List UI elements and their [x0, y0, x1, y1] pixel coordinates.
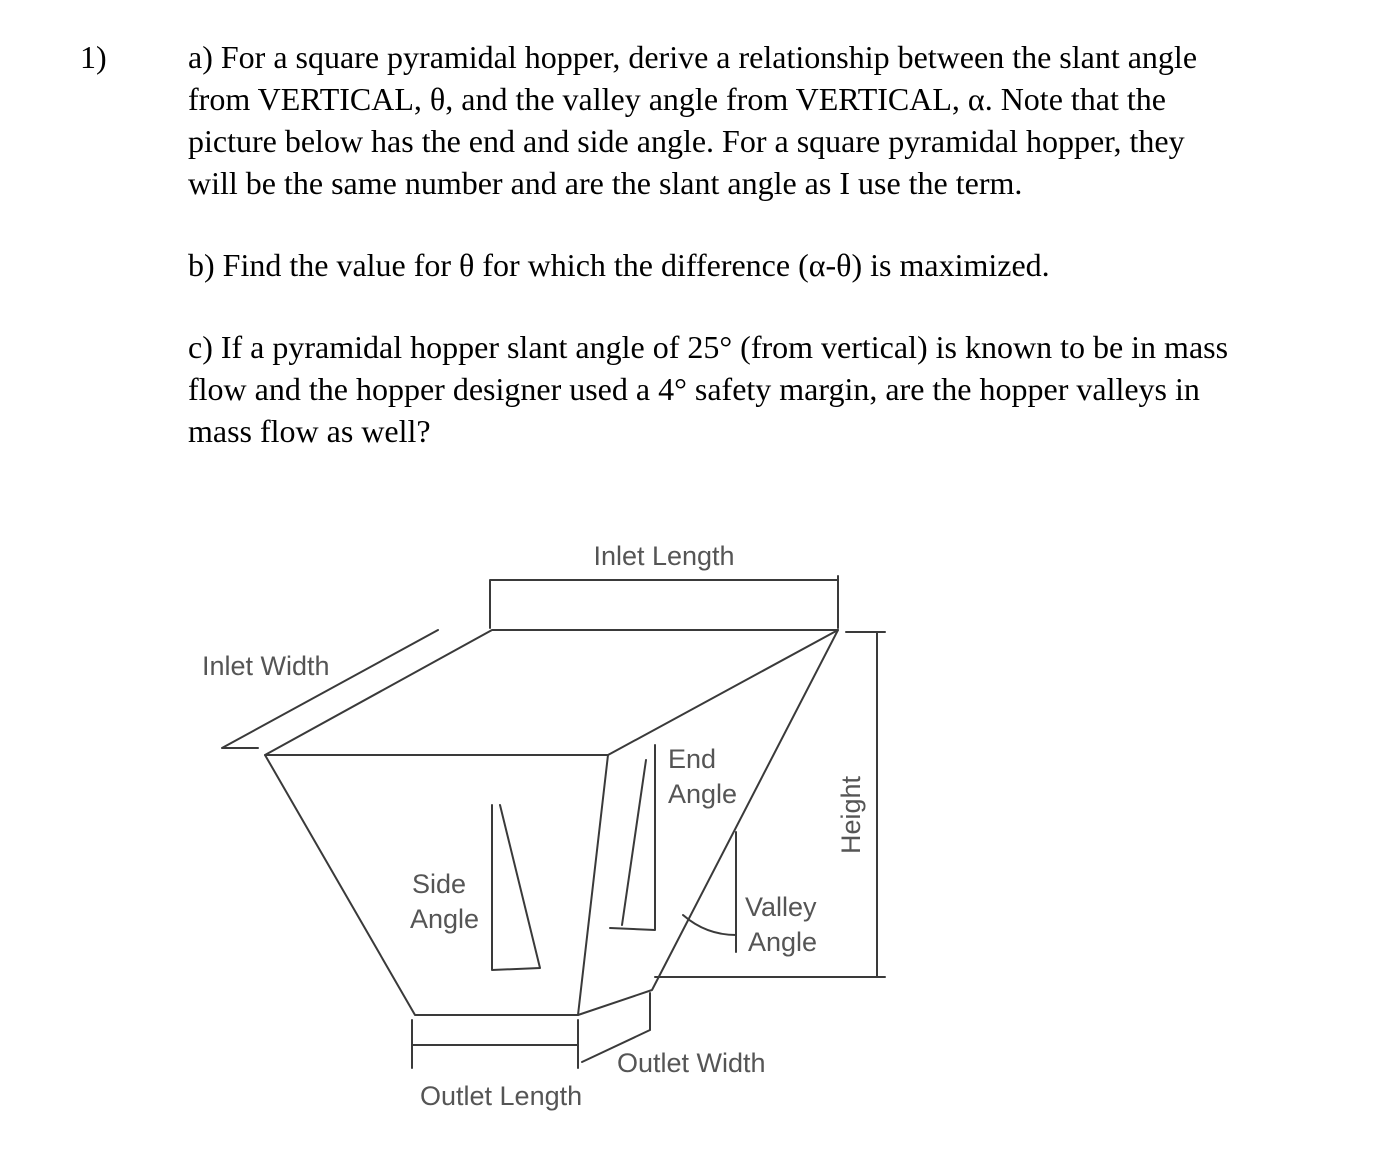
inlet-top-face: [265, 630, 838, 755]
inlet-length-label: Inlet Length: [593, 541, 735, 571]
height-label: Height: [836, 775, 866, 855]
valley-angle-marker: [683, 832, 736, 952]
part-c-line: c) If a pyramidal hopper slant angle of 25° (from vertical) is known to be in mass: [188, 329, 1229, 365]
side-angle-marker: [492, 805, 540, 970]
end-angle-label: Angle: [668, 779, 738, 809]
question-number: 1): [80, 39, 107, 75]
part-c-line: flow and the hopper designer used a 4° safety margin, are the hopper valleys in: [188, 371, 1200, 407]
part-a-line: picture below has the end and side angle. For a square pyramidal hopper, they: [188, 123, 1185, 159]
outlet-length-label: Outlet Length: [420, 1081, 583, 1111]
valley-angle-label: Valley: [745, 892, 817, 922]
side-angle-label: Angle: [410, 904, 480, 934]
part-a-line: a) For a square pyramidal hopper, derive a relationship between the slant angle: [188, 39, 1198, 75]
end-angle-label: End: [668, 744, 717, 774]
part-a-line: will be the same number and are the slant angle as I use the term.: [188, 165, 1023, 201]
part-a-line: from VERTICAL, θ, and the valley angle from VERTICAL, α. Note that the: [188, 81, 1166, 117]
inlet-width-label: Inlet Width: [202, 651, 330, 681]
part-c-line: mass flow as well?: [188, 413, 431, 449]
part-b-line: b) Find the value for θ for which the difference (α-θ) is maximized.: [188, 247, 1050, 283]
inlet-length-dimension: [490, 576, 838, 628]
end-angle-marker: [610, 745, 655, 930]
outlet-length-dimension: [412, 1020, 578, 1068]
valley-angle-label: Angle: [748, 927, 818, 957]
outlet-width-label: Outlet Width: [617, 1048, 766, 1078]
inlet-width-dimension: [222, 630, 438, 748]
side-angle-label: Side: [412, 869, 467, 899]
valley-edge: [578, 630, 838, 1015]
